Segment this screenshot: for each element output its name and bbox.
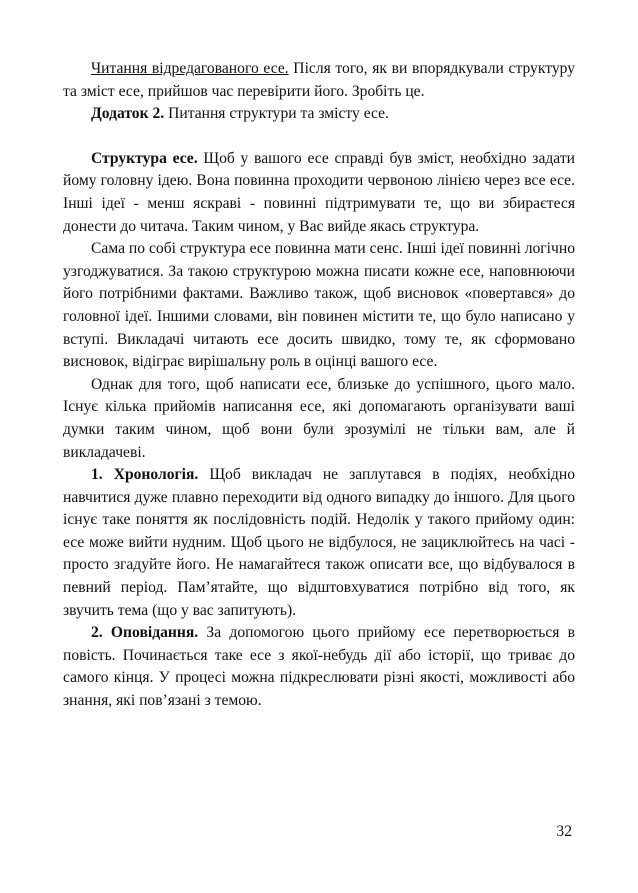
paragraph-lead-bold: Додаток 2.	[91, 105, 165, 123]
paragraph-text: За допомогою цього прийому есе перетворюється в повість. Починається таке есе з якої-небудь дії або історії, що триває до самого кінця. У процесі можна підкреслювати різні якості, можливості або знання, які пов’язані з темою.	[63, 624, 576, 710]
paragraph-text: Щоб викладач не заплутався в подіях, необхідно навчитися дуже плавно переходити від одного випадку до іншого. Для цього існує таке поняття як послідовність подій. Недолік у такого прийому один: есе може вийти нудним. Щоб цього не відбулося, не зациклюйтесь на часі - просто згадуйте його. Не намагайтеся також описати все, що відбувалося в певний період. Пам’ятайте, що відштовхуватися потрібно від того, як звучить тема (що у вас запитують).	[63, 466, 576, 619]
paragraph-reading-edited-essay	[63, 58, 575, 103]
paragraph-text: Однак для того, щоб написати есе, близьке до успішного, цього мало. Існує кілька прийомів написання есе, які допомагають організувати ваші думки таким чином, щоб вони були зрозумілі не тільки вам, але й викладачеві.	[63, 375, 575, 461]
paragraph-structure-meaning	[63, 238, 575, 374]
paragraph-essay-structure	[63, 148, 575, 238]
paragraph-writing-techniques	[63, 374, 575, 464]
paragraph-lead-bold: 2. Оповідання.	[91, 624, 199, 642]
page-number: 32	[556, 823, 572, 840]
paragraph-text: Сама по собі структура есе повинна мати сенс. Інші ідеї повинні логічно узгоджуватися. За такою структурою можна писати кожне есе, наповнюючи його потрібними фактами. Важливо також, щоб висновок «повертався» до головної ідеї. Іншими словами, він повинен містити те, що було написано у вступі. Викладачі читають есе досить швидко, тому те, як сформовано висновок, відіграє вирішальну роль в оцінці вашого есе.	[63, 240, 575, 371]
paragraph-text: Щоб у вашого есе справді був зміст, необхідно задати йому головну ідею. Вона повинна проходити червоною лінією через все есе. Інші ідеї - менш яскраві - повинні підтримувати те, що ви збираєтеся донести до читача. Таким чином, у Вас вийде якась структура.	[63, 149, 575, 235]
paragraph-text: Питання структури та змісту есе.	[164, 105, 389, 123]
paragraph-text: Після того, як ви впорядкували структуру та зміст есе, прийшов час перевірити його. Зробіть це.	[63, 60, 575, 100]
paragraph-lead-underlined: Читання відредагованого есе.	[91, 60, 289, 77]
paragraph-gap	[63, 126, 575, 148]
paragraph-narrative	[63, 622, 575, 712]
paragraph-appendix-2	[63, 103, 575, 126]
paragraph-lead-bold: 1. Хронологія.	[91, 466, 199, 484]
document-page	[63, 58, 575, 713]
paragraph-lead-bold: Структура есе.	[91, 149, 198, 167]
paragraph-chronology	[63, 464, 575, 622]
